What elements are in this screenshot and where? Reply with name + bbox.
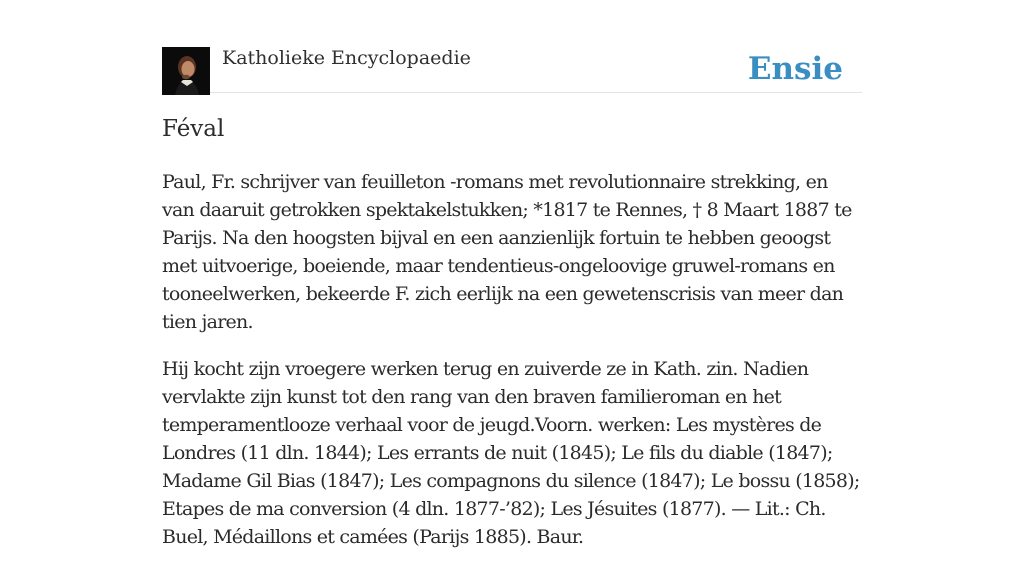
portrait-image [162, 47, 210, 95]
article-paragraph-2: Hij kocht zijn vroegere werken terug en zuiverde ze in Kath. zin. Nadien vervlakte zijn kunst tot den rang van den braven familieroman en het temperamentlooze verhaal voor de jeugd.Voorn. werken: Les mystères de Londres (11 dln. 1844); Les errants de nuit (1845); Le fils du diable (1847); Madame Gil Bias (1847); Les compagnons du silence (1847); Le bossu (1858); Etapes de ma conversion (4 dln. 1877-’82); Les Jésuites (1877). — Lit.: Ch. Buel, Médaillons et camées (Parijs 1885). Baur. [162, 358, 860, 548]
header [162, 46, 862, 93]
article-title: Féval [162, 116, 225, 142]
portrait-avatar-icon[interactable] [162, 47, 210, 95]
article-body [162, 168, 862, 570]
brand-logo[interactable]: Ensie [747, 51, 843, 87]
article-paragraph-1: Paul, Fr. schrijver van feuilleton -romans met revolutionnaire strekking, en van daaruit getrokken spektakelstukken; *1817 te Rennes, † 8 Maart 1887 te Parijs. Na den hoogsten bijval en een aanzienlijk fortuin te hebben geoogst met uitvoerige, boeiende, maar tendentieus-ongeloovige gruwel-romans en tooneelwerken, bekeerde F. zich eerlijk na een gewetenscrisis van meer dan tien jaren. [162, 171, 852, 333]
source-name[interactable]: Katholieke Encyclopaedie [222, 47, 471, 69]
